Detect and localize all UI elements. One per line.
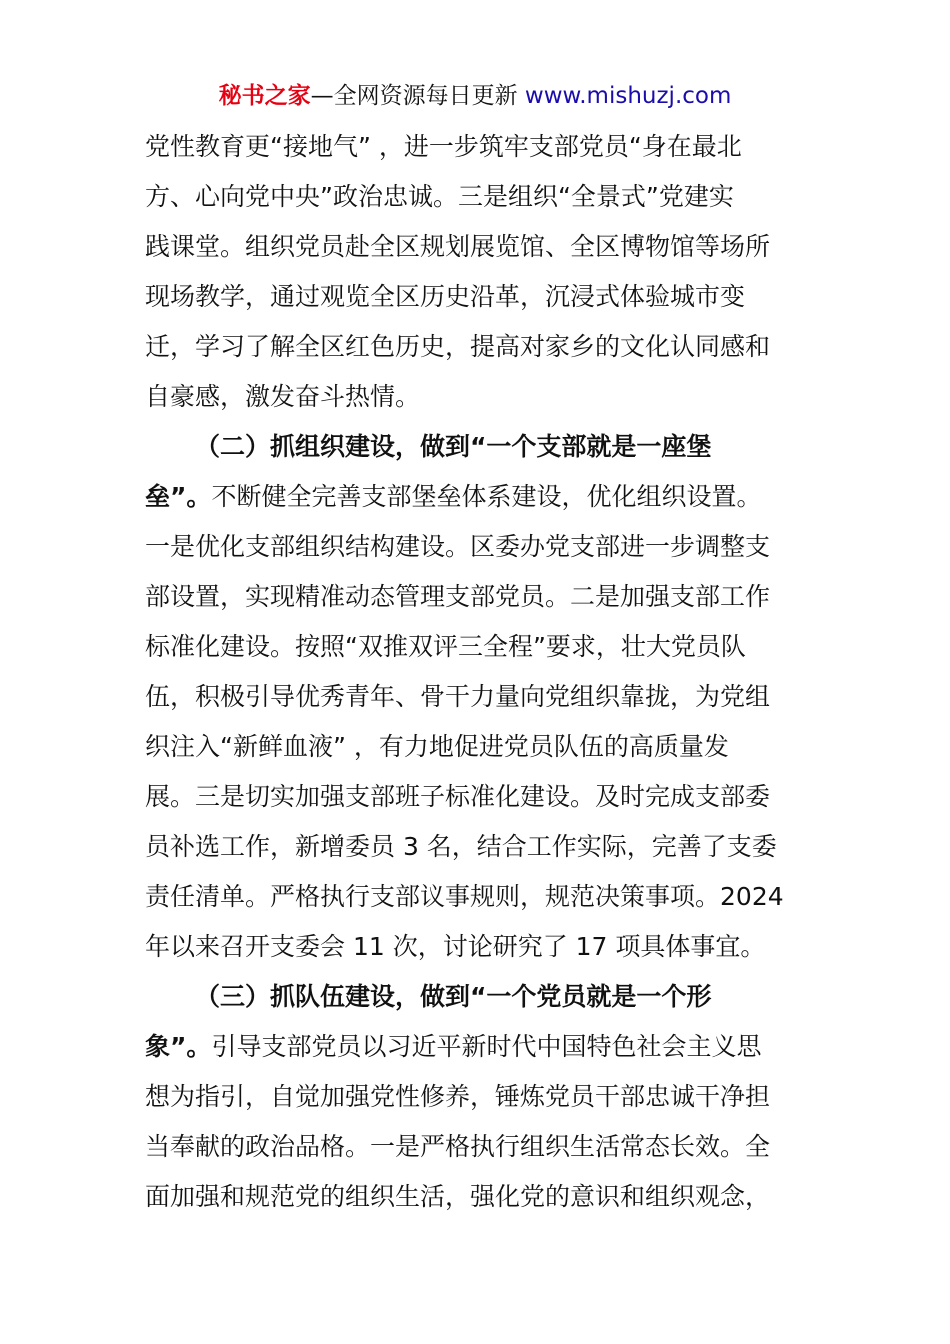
text-line: 自豪感，激发奋斗热情。	[145, 382, 421, 411]
section-3-heading: （三）抓队伍建设，做到“一个党员就是一个形	[195, 982, 712, 1011]
text-line: 伍，积极引导优秀青年、骨干力量向党组织靠拢，为党组	[145, 682, 771, 711]
text-line: 织注入“新鲜血液” ，有力地促进党员队伍的高质量发	[145, 732, 729, 761]
text-line: 践课堂。组织党员赴全区规划展览馆、全区博物馆等场所	[145, 232, 771, 261]
site-header	[0, 80, 950, 112]
text-line: 迁，学习了解全区红色历史，提高对家乡的文化认同感和	[145, 332, 771, 361]
text-line: 部设置，实现精准动态管理支部党员。二是加强支部工作	[145, 582, 771, 611]
text-line: 党性教育更“接地气” ，进一步筑牢支部党员“身在最北	[145, 132, 742, 161]
text-line: 一是优化支部组织结构建设。区委办党支部进一步调整支	[145, 532, 771, 561]
site-url-link[interactable]: www.mishuzj.com	[524, 83, 732, 109]
text-line: 年以来召开支委会 11 次，讨论研究了 17 项具体事宜。	[145, 932, 766, 961]
section-3-lead	[145, 1022, 810, 1072]
text-line: 方、心向党中央”政治忠诚。三是组织“全景式”党建实	[145, 182, 734, 211]
section-3-lead-text: 引导支部党员以习近平新时代中国特色社会主义思	[211, 1032, 762, 1061]
text-line: 现场教学，通过观览全区历史沿革，沉浸式体验城市变	[145, 282, 746, 311]
section-3-heading-end: 象”。	[145, 1032, 212, 1061]
section-2-heading-end: 垒”。	[145, 482, 212, 511]
text-line: 责任清单。严格执行支部议事规则，规范决策事项。2024	[145, 882, 784, 911]
text-line: 标准化建设。按照“双推双评三全程”要求，壮大党员队	[145, 632, 746, 661]
section-2-lead	[145, 472, 810, 522]
text-line: 展。三是切实加强支部班子标准化建设。及时完成支部委	[145, 782, 771, 811]
header-tagline: —全网资源每日更新	[310, 83, 525, 109]
text-line: 想为指引，自觉加强党性修养，锤炼党员干部忠诚干净担	[145, 1082, 771, 1111]
brand-name: 秘书之家	[218, 83, 311, 109]
text-line: 员补选工作，新增委员 3 名，结合工作实际，完善了支委	[145, 832, 777, 861]
text-line: 面加强和规范党的组织生活，强化党的意识和组织观念，	[145, 1182, 771, 1211]
text-line: 当奉献的政治品格。一是严格执行组织生活常态长效。全	[145, 1132, 771, 1161]
section-2-heading: （二）抓组织建设，做到“一个支部就是一座堡	[195, 432, 712, 461]
document-body	[145, 122, 810, 1222]
section-2-lead-text: 不断健全完善支部堡垒体系建设，优化组织设置。	[211, 482, 762, 511]
